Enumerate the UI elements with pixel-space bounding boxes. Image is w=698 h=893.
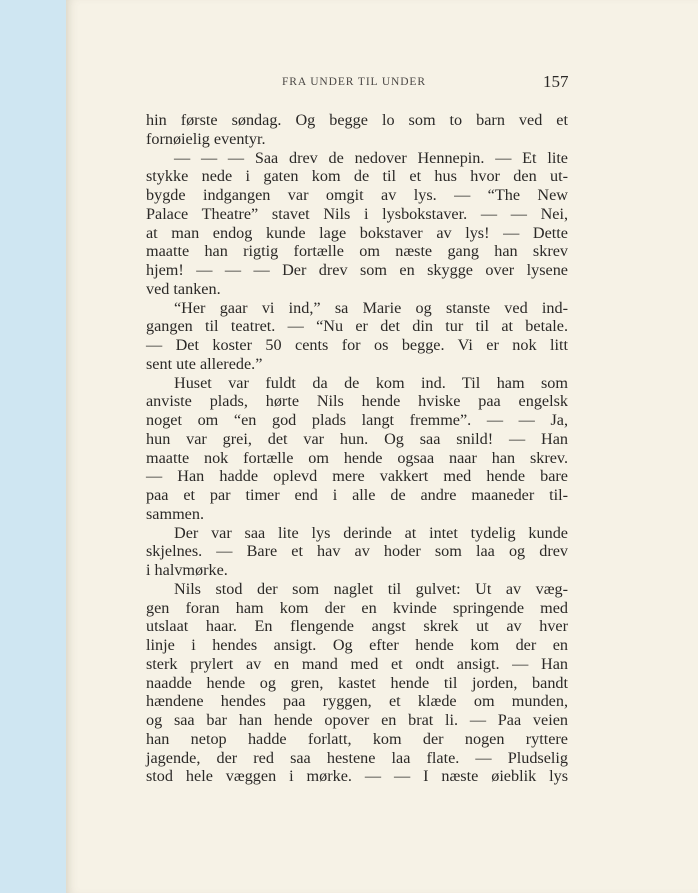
text-line: sammen. [146, 504, 204, 523]
text-line: hun var grei, det var hun. Og saa snild! — Han [146, 429, 568, 448]
text-line: gen foran ham kom der en kvinde springende med [146, 598, 568, 617]
text-line: sent ute allerede.” [146, 354, 263, 373]
text-line: bygde indgangen var omgit av lys. — “The New [146, 186, 568, 204]
text-line: maatte han rigtig fortælle om næste gang han skrev [146, 242, 568, 261]
text-line: i halvmørke. [146, 561, 228, 579]
text-line: naadde hende og gren, kastet hende til jorden, bandt [146, 673, 568, 692]
text-line: han netop hadde forlatt, kom der nogen ryttere [146, 729, 568, 748]
text-line: noget om “en god plads langt fremme”. — — Ja, [146, 411, 568, 429]
text-line: paa et par timer end i alle de andre maaneder til- [146, 486, 568, 504]
text-line: skjelnes. — Bare et hav av hoder som laa og drev [146, 542, 568, 561]
running-head: FRA UNDER TIL UNDER [282, 76, 426, 88]
text-line: stykke nede i gaten kom de til et hus hvor den ut- [146, 167, 568, 186]
text-line: jagende, der red saa hestene laa flate. — Pludselig [146, 748, 568, 767]
text-line: stod hele væggen i mørke. — — I næste øieblik lys [146, 767, 568, 786]
body-text [146, 111, 568, 786]
text-line: hjem! — — — Der drev som en skygge over lysene [146, 261, 568, 279]
text-line: maatte nok fortælle om hende ogsaa naar han skrev. [146, 448, 568, 467]
text-line: og saa bar han hende opover en brat li. — Paa veien [146, 711, 568, 729]
text-line: Palace Theatre” stavet Nils i lysbokstaver. — — Nei, [146, 204, 568, 223]
text-line: — Han hadde oplevd mere vakkert med hende bare [146, 467, 568, 486]
text-line: at man endog kunde lage bokstaver av lys! — Dette [146, 223, 568, 242]
page-number: 157 [543, 72, 569, 91]
text-line: anviste plads, hørte Nils hende hviske paa engelsk [146, 392, 568, 411]
text-line: Nils stod der som naglet til gulvet: Ut av væg- [174, 579, 568, 598]
text-line: ved tanken. [146, 279, 221, 298]
text-line: gangen til teatret. — “Nu er det din tur til at betale. [146, 317, 568, 336]
text-line: sterk prylert av en mand med et ondt ansigt. — Han [146, 654, 568, 673]
text-line: linje i hendes ansigt. Og efter hende kom der en [146, 636, 568, 654]
text-line: hin første søndag. Og begge lo som to barn ved et [146, 111, 568, 129]
text-line: Huset var fuldt da de kom ind. Til ham som [174, 373, 568, 392]
text-line: fornøielig eventyr. [146, 129, 266, 148]
text-line: Der var saa lite lys derinde at intet tydelig kunde [174, 523, 568, 542]
text-line: — Det koster 50 cents for os begge. Vi er nok litt [146, 336, 568, 354]
text-line: — — — Saa drev de nedover Hennepin. — Et lite [174, 148, 568, 167]
text-line: hændene hendes paa ryggen, et klæde om munden, [146, 692, 568, 711]
text-line: utslaat haar. En flengende angst skrek ut av hver [146, 617, 568, 636]
text-line: “Her gaar vi ind,” sa Marie og stanste ved ind- [174, 298, 568, 317]
